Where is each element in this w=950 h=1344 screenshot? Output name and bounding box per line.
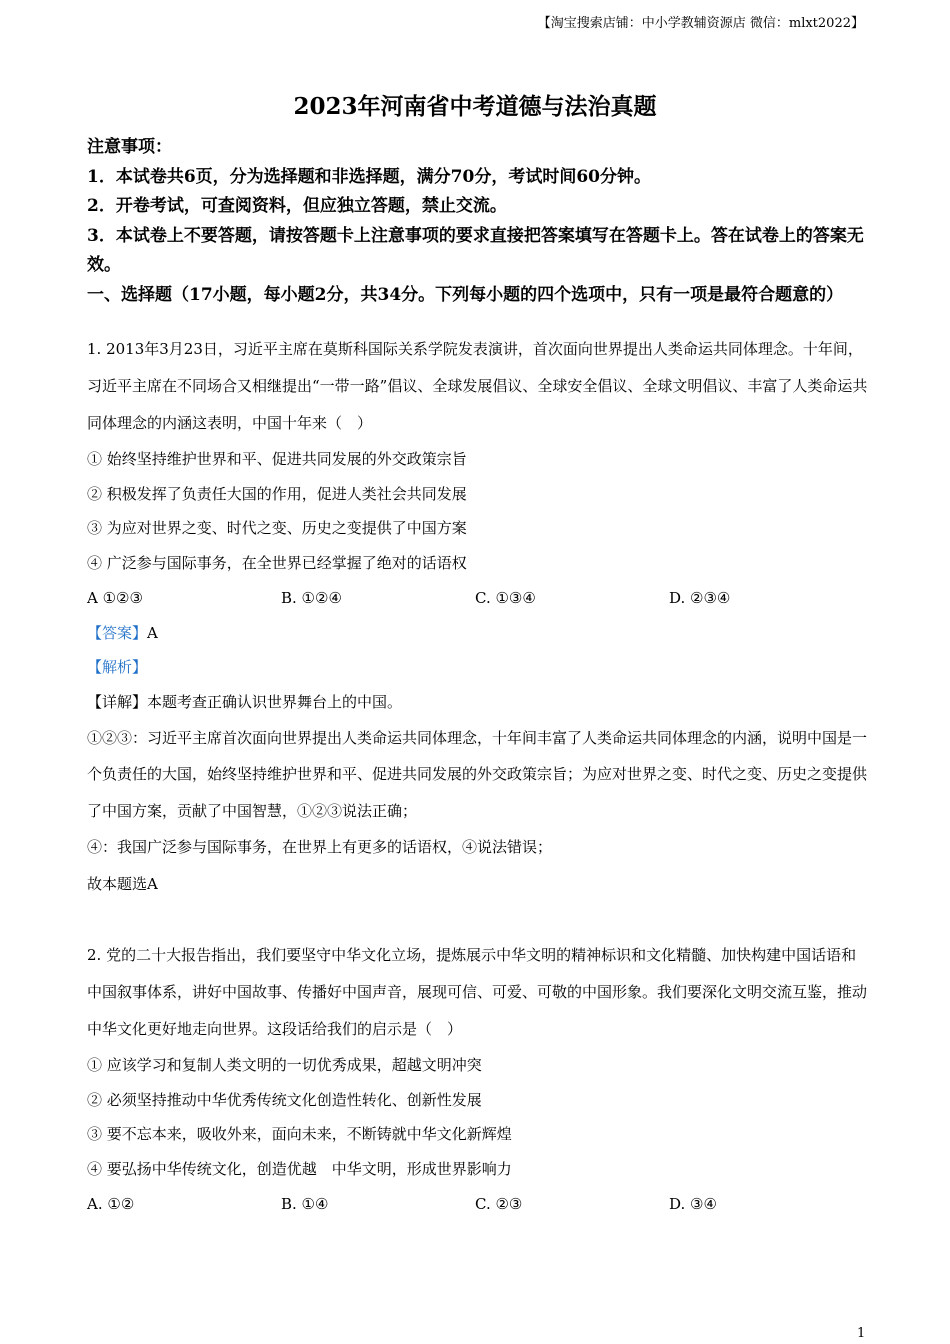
question-2 [87,937,869,1222]
header-note: 【淘宝搜索店铺：中小学教辅资源店 微信：mlxt2022】 [537,16,864,31]
section-heading: 一、选择题（17小题，每小题2分，共34分。下列每小题的四个选项中，只有一项是最符合题意的） [87,284,844,305]
answer-label: 【答案】 [87,623,148,642]
question-option: ④ 要弘扬中华传统文化，创造优越 中华文明，形成世界影响力 [87,1160,512,1179]
page-number: 1 [857,1326,866,1341]
answer-choices [87,1187,869,1222]
analysis-label: 【解析】 [87,658,148,677]
choice-b: B. ①②④ [281,588,342,607]
choice-b: B. ①④ [281,1194,329,1213]
choice-a: A. ①② [87,1194,135,1213]
question-option: ② 必须坚持推动中华优秀传统文化创造性转化、创新性发展 [87,1090,482,1109]
question-option: ① 始终坚持维护世界和平、促进共同发展的外交政策宗旨 [87,450,467,468]
question-stem: 2. 党的二十大报告指出，我们要坚守中华文化立场，提炼展示中华文明的精神标识和文化精髓、加快构建中国话语和中国叙事体系，讲好中国故事、传播好中国声音，展现可信、可爱、可敬的中国形象。我们要深化文明交流互鉴，推动中华文化更好地走向世界。这段话给我们的启示是（ ） [87,946,868,1038]
choice-d: D. ③④ [669,1194,717,1213]
choice-c: C. ②③ [475,1194,523,1213]
page-title: 2023年河南省中考道德与法治真题 [293,93,657,120]
notice-item: 2．开卷考试，可查阅资料，但应独立答题，禁止交流。 [87,196,507,216]
detail-paragraph: ④：我国广泛参与国际事务，在世界上有更多的话语权，④说法错误； [87,838,553,857]
notice-heading: 注意事项： [87,137,172,157]
answer-choices [87,581,869,616]
detail-paragraph: 故本题选A [87,874,158,893]
detail-paragraph: 【详解】本题考查正确认识世界舞台上的中国。 [87,692,403,711]
question-option: ③ 为应对世界之变、时代之变、历史之变提供了中国方案 [87,519,467,538]
choice-c: C. ①③④ [475,588,536,607]
notice-item: 1．本试卷共6页，分为选择题和非选择题，满分70分，考试时间60分钟。 [87,166,651,187]
question-1 [87,331,869,902]
question-option: ① 应该学习和复制人类文明的一切优秀成果，超越文明冲突 [87,1056,482,1074]
choice-a: A ①②③ [87,588,143,607]
detail-paragraph: ①②③：习近平主席首次面向世界提出人类命运共同体理念，十年间丰富了人类命运共同体理念的内涵，说明中国是一个负责任的大国，始终坚持维护世界和平、促进共同发展的外交政策宗旨；为应对世界之变、时代之变、历史之变提供了中国方案，贡献了中国智慧，①②③说法正确； [87,728,868,820]
question-option: ③ 要不忘本来，吸收外来，面向未来，不断铸就中华文化新辉煌 [87,1125,512,1144]
question-option: ④ 广泛参与国际事务，在全世界已经掌握了绝对的话语权 [87,554,467,573]
answer-value: A [147,623,158,642]
question-stem: 1. 2013年3月23日，习近平主席在莫斯科国际关系学院发表演讲，首次面向世界提出人类命运共同体理念。十年间，习近平主席在不同场合又相继提出“一带一路”倡议、全球发展倡议、全球安全倡议、全球文明倡议、丰富了人类命运共同体理念的内涵这表明，中国十年来（ ） [87,340,868,432]
detail-explanation [87,685,869,903]
answer-line [87,616,869,651]
notice-item: 3．本试卷上不要答题，请按答题卡上注意事项的要求直接把答案填写在答题卡上。答在试卷上的答案无效。 [87,225,864,275]
choice-d: D. ②③④ [669,588,731,607]
question-option: ② 积极发挥了负责任大国的作用，促进人类社会共同发展 [87,484,467,503]
notice-block [87,133,867,310]
